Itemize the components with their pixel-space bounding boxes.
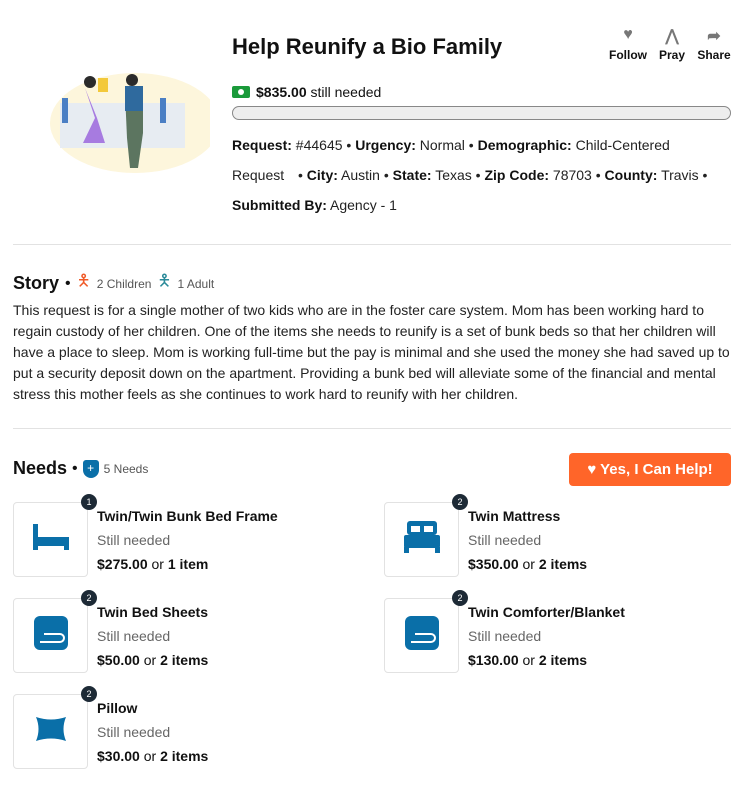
need-name: Twin Mattress (468, 508, 561, 524)
need-price: $275.00 or 1 item (97, 556, 209, 572)
need-image (384, 598, 459, 673)
help-button-label: Yes, I Can Help! (600, 461, 713, 478)
need-name: Twin Bed Sheets (97, 604, 208, 620)
amount-needed (232, 84, 381, 100)
need-item[interactable] (13, 689, 353, 770)
heart-icon: ♥ (623, 26, 633, 43)
adult-icon: 🯅 (157, 273, 172, 290)
follow-button[interactable] (608, 26, 648, 62)
needs-heading: Needs (13, 458, 68, 478)
story-text: This request is for a single mother of two kids who are in the foster care system. Mom has been working hard to regain custody of her children. One of the items she needs to reunify is a set of bunk beds so that her children will have a place to sleep. Mom is working full-time but the pay is minimal and she used the money she had saved up to put a security deposit down on the apartment. Providing a bunk bed will alleviate some of the financial and mental stress this mother feels as she continues to work hard to reunify with her children. (13, 302, 730, 402)
need-status: Still needed (468, 628, 542, 644)
need-status: Still needed (97, 532, 171, 548)
need-image (384, 502, 459, 577)
need-status: Still needed (97, 724, 171, 740)
yes-i-can-help-button[interactable] (569, 453, 731, 486)
story-heading: Story (13, 273, 60, 293)
need-status: Still needed (97, 628, 171, 644)
need-name: Twin/Twin Bunk Bed Frame (97, 508, 278, 524)
adult-count: 1 Adult (177, 276, 215, 291)
praying-hands-icon: ⋀ (665, 28, 679, 45)
helping-hand-icon: ♥ (587, 461, 601, 478)
pray-button[interactable] (652, 26, 692, 62)
need-image (13, 598, 88, 673)
meta-line-3: Submitted By: Agency - 1 (232, 197, 397, 213)
need-name: Pillow (97, 700, 138, 716)
follow-label: Follow (609, 48, 647, 62)
need-price: $50.00 or 2 items (97, 652, 209, 668)
need-name: Twin Comforter/Blanket (468, 604, 625, 620)
quantity-badge: 1 (81, 494, 97, 510)
sheets-icon (34, 616, 68, 655)
need-item[interactable] (384, 497, 724, 578)
needs-count: 5 Needs (103, 461, 149, 476)
quantity-badge: 2 (452, 590, 468, 606)
meta-line-1: Request: #44645 • Urgency: Normal • Demographic: Child-Centered (232, 137, 670, 153)
child-icon: 🯅 (76, 273, 91, 290)
divider (13, 428, 731, 429)
pray-label: Pray (658, 48, 686, 62)
need-item[interactable] (384, 593, 724, 674)
needs-header: Needs • + 5 Needs (13, 458, 149, 478)
need-image (13, 502, 88, 577)
share-icon: ➦ (707, 28, 721, 45)
progress-bar (232, 106, 731, 120)
page-title: Help Reunify a Bio Family (232, 34, 503, 59)
need-item[interactable] (13, 593, 353, 674)
share-button[interactable] (694, 26, 734, 62)
quantity-badge: 2 (81, 590, 97, 606)
cash-icon (232, 86, 250, 98)
divider (13, 244, 731, 245)
blanket-icon (405, 616, 439, 655)
need-price: $30.00 or 2 items (97, 748, 209, 764)
share-label: Share (697, 48, 731, 62)
children-count: 2 Children (96, 276, 152, 291)
shield-plus-icon: + (83, 460, 99, 478)
need-item[interactable] (13, 497, 353, 578)
bed-frame-icon (33, 524, 69, 555)
amount-suffix: still needed (310, 84, 382, 100)
need-status: Still needed (468, 532, 542, 548)
demographic-value: Child-Centered (575, 137, 670, 153)
demographic-wrap: Request (232, 167, 285, 183)
need-image (13, 694, 88, 769)
quantity-badge: 2 (452, 494, 468, 510)
family-illustration (40, 68, 210, 178)
meta-line-2: • City: Austin • State: Texas • Zip Code: 78703 • County: Travis • (298, 167, 708, 183)
quantity-badge: 2 (81, 686, 97, 702)
amount-value: $835.00 (256, 84, 307, 100)
bed-icon (404, 521, 440, 558)
story-header: Story • 🯅 2 Children 🯅 1 Adult (13, 270, 214, 297)
pillow-icon (33, 714, 69, 749)
need-price: $350.00 or 2 items (468, 556, 588, 572)
need-price: $130.00 or 2 items (468, 652, 588, 668)
